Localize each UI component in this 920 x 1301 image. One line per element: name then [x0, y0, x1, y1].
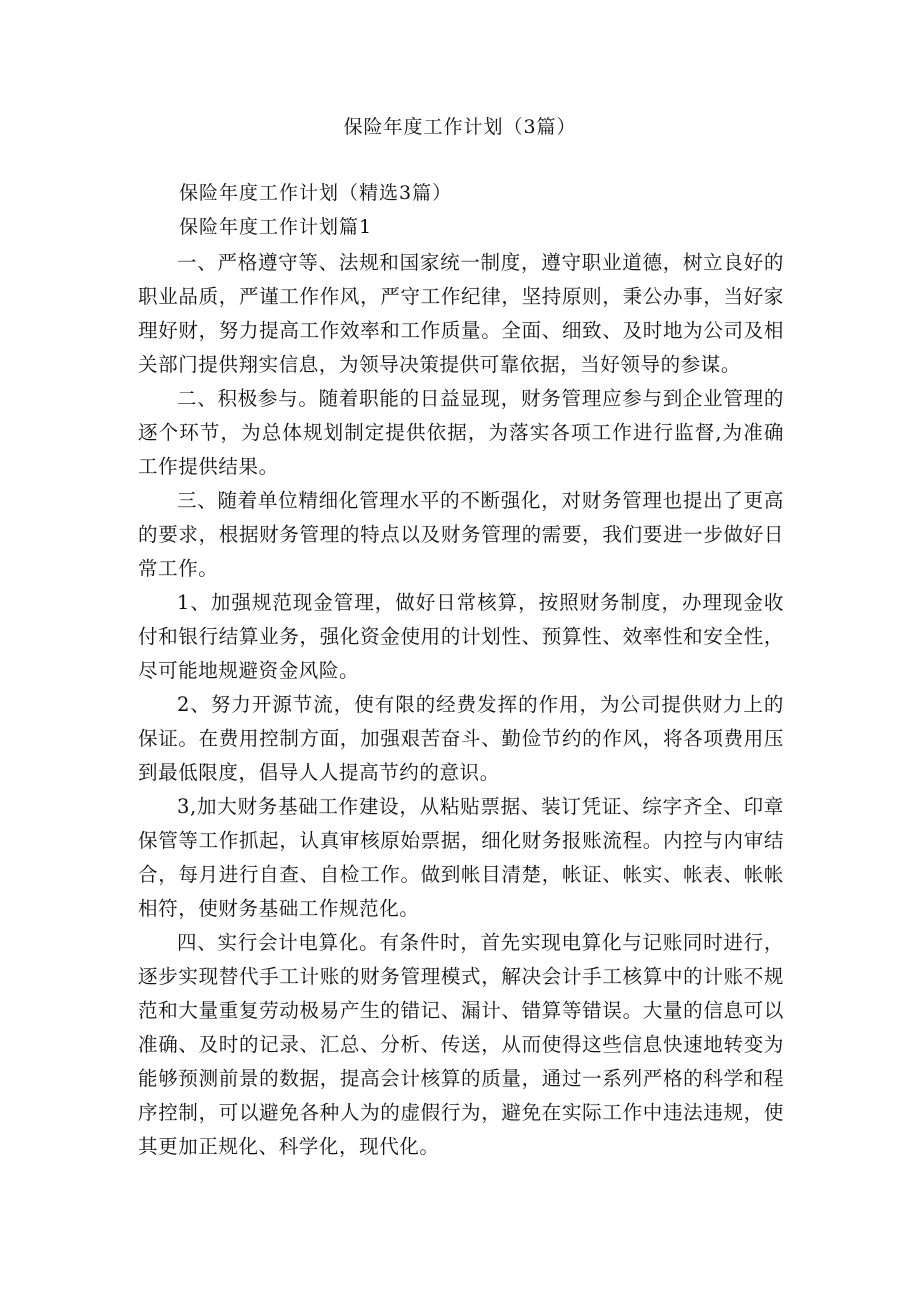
paragraph-3: 三、随着单位精细化管理水平的不断强化，对财务管理也提出了更高的要求，根据财务管理的特点以及财务管理的需要，我们要进一步做好日常工作。 [138, 489, 784, 580]
section-heading: 保险年度工作计划篇1 [179, 216, 373, 238]
paragraph-5: 2、努力开源节流，使有限的经费发挥的作用，为公司提供财力上的保证。在费用控制方面，加强艰苦奋斗、勤俭节约的作风，将各项费用压到最低限度，倡导人人提高节约的意识。 [138, 693, 784, 784]
paragraph-7: 四、实行会计电算化。有条件时，首先实现电算化与记账同时进行，逐步实现替代手工计账的财务管理模式，解决会计手工核算中的计账不规范和大量重复劳动极易产生的错记、漏计、错算等错误。大量的信息可以准确、及时的记录、汇总、分析、传送，从而使得这些信息快速地转变为能够预测前景的数据，提高会计核算的质量，通过一系列严格的科学和程序控制，可以避免各种人为的虚假行为，避免在实际工作中违法违规，使其更加正规化、科学化，现代化。 [138, 931, 784, 1158]
paragraph-2: 二、积极参与。随着职能的日益显现，财务管理应参与到企业管理的逐个环节，为总体规划制定提供依据，为落实各项工作进行监督,为准确工作提供结果。 [138, 387, 784, 478]
paragraph-6: 3,加大财务基础工作建设，从粘贴票据、装订凭证、综字齐全、印章保管等工作抓起，认真审核原始票据，细化财务报账流程。内控与内审结合，每月进行自查、自检工作。做到帐目清楚，帐证、帐实、帐表、帐帐相符，使财务基础工作规范化。 [138, 795, 784, 920]
document-subtitle: 保险年度工作计划（精选3篇） [179, 182, 453, 204]
document-title: 保险年度工作计划（3篇） [343, 116, 577, 138]
paragraph-4: 1、加强规范现金管理，做好日常核算，按照财务制度，办理现金收付和银行结算业务，强化资金使用的计划性、预算性、效率性和安全性，尽可能地规避资金风险。 [138, 591, 784, 682]
document-body [138, 246, 784, 1164]
paragraph-1: 一、严格遵守等、法规和国家统一制度，遵守职业道德，树立良好的职业品质，严谨工作作风，严守工作纪律，坚持原则，秉公办事，当好家理好财，努力提高工作效率和工作质量。全面、细致、及时地为公司及相关部门提供翔实信息，为领导决策提供可靠依据，当好领导的参谋。 [138, 251, 784, 376]
